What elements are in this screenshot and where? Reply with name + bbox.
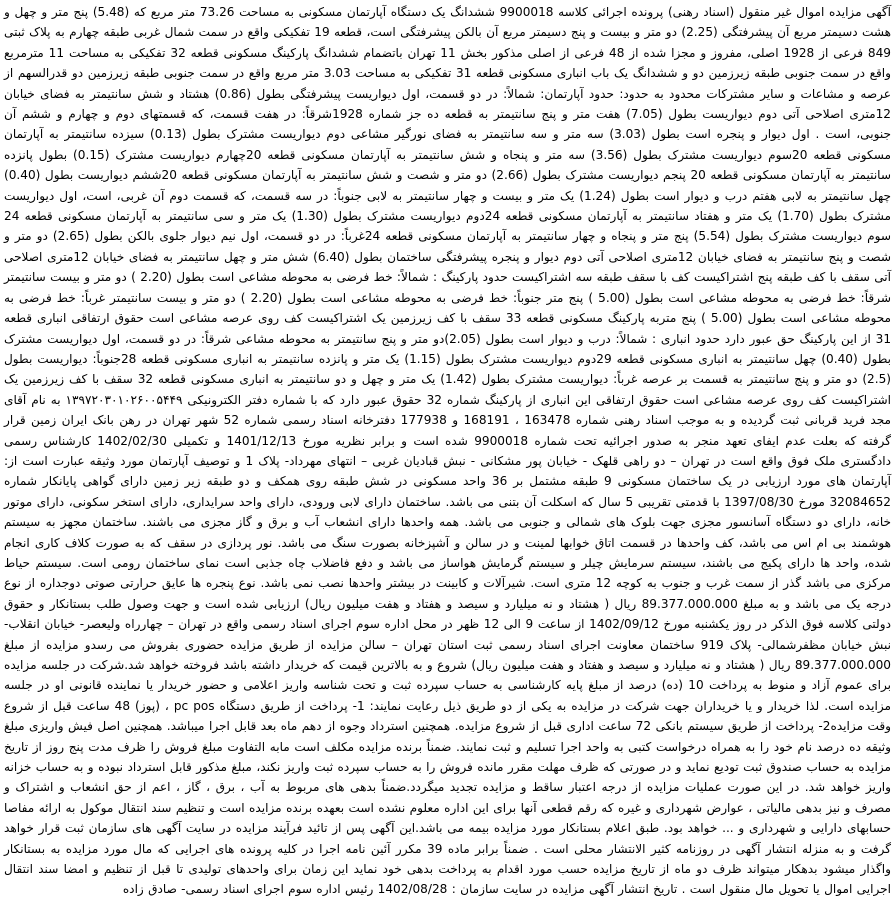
notice-paragraph: آگهی مزایده اموال غیر منقول (اسناد رهنی) پرونده اجرائی کلاسه 9900018 ششدانگ یک دستگاه آپارتمان مسکونی به مساحت 73.26 متر مربع که (5.48) پنج متر و چهل و هشت دسیمتر مربع آن پیشرفتگی (2.25) دو متر و بیست و پنج دسیمتر مربع آن بالکن پیشرفتگی است، قطعه 19 تفکیکی واقع در سمت شمال غربی طبقه چهارم به پلاک ثبتی 849 فرعی از 1928 اصلی، مفروز و مجزا شده از 48 فرعی از اصلی مذکور بخش 11 تهران باتضمام ششدانگ پارکینگ مسکونی قطعه 32 تفکیکی به مساحت 11 مترمربع واقع در سمت جنوبی طبقه زیرزمین دو و ششدانگ یک باب انباری مسکونی قطعه 31 تفکیکی به مساحت 3.03 متر مربع واقع در سمت جنوبی طبقه زیرزمین دو قدرالسهم از عرصه و مشاعات و سایر مشترکات محدود به حدود: حدود آپارتمان: شمالاً: در دو قسمت، اول دیواریست پیشرفتگی بطول (0.86) هشتاد و شش سانتیمتر به فضای خیابان 12متری اصلاحی آتی دوم دیواریست بطول (7.05) هفت متر و پنج سانتیمتر به قطعه ده جز شماره 1928شرقاً: در هفت قسمت، که قسمتهای دوم و چهارم و ششم آن جنوبی، است . اول دیوار و پنجره است بطول (3.03) سه متر و سه سانتیمتر به فضای نورگیر مشاعی دوم دیواریست مشترک بطول (0.13) سیزده سانتیمتر به آپارتمان مسکونی قطعه 20سوم دیواریست مشترک بطول (3.56) سه متر و پنجاه و شش سانتیمتر به آپارتمان مسکونی قطعه 20چهارم دیواریست مشترک (0.15) بطول پانزده سانتیمتر به آپارتمان مسکونی قطعه 20 پنجم دیواریست مشترک بطول (2.66) دو متر و شصت و شش سانتیمتر به آپارتمان مسکونی قطعه 20ششم دیواریست بطول (0.40) چهل سانتیمتر به لابی هفتم درب و دیوار است بطول (1.24) یک متر و بیست و چهار سانتیمتر به لابی جنوباً: در سه قسمت، که قسمت دوم آن غربی، است، اول دیواریست مشترک بطول (1.70) یک متر و هفتاد سانتیمتر به آپارتمان مسکونی قطعه 24دوم دیواریست مشترک بطول (1.30) یک متر و سی سانتیمتر به آپارتمان مسکونی قطعه 24 سوم دیواریست مشترک بطول (5.54) پنج متر و پنجاه و چهار سانتیمتر به آپارتمان مسکونی قطعه 24غرباً: در دو قسمت، اول نیم دیوار جلوی بالکن بطول (2.65) دو متر و شصت و پنج سانتیمتر به فضای خیابان 12متری اصلاحی آتی دوم دیوار و پنجره پیشرفتگی ساختمان بطول (6.40) شش متر و چهل سانتیمتر به فضای خیابان 12متری اصلاحی آتی سقف با کف طبقه پنج اشتراکیست کف با سقف طبقه سه اشتراکیست حدود پارکینگ : شمالاً: خط فرضی به محوطه مشاعی است بطول (2.20 ) دو متر و بیست سانتیمتر شرقاً: خط فرضی به محوطه مشاعی است بطول (5.00 ) پنج متر جنوباً: خط فرضی به محوطه مشاعی است بطول (2.20 ) دو متر و بیست سانتیمتر غرباً: خط فرضی به محوطه مشاعی است بطول (5.00 ) پنج متربه پارکینگ مسکونی قطعه 33 سقف با کف زیرزمین یک اشتراکیست کف روی عرصه مشاعی است حقوق ارتفاقی انباری قطعه 31 از این پارکینگ حق عبور دارد حدود انباری : شمالاً: درب و دیوار است بطول (2.05)دو متر و پنج سانتیمتر به محوطه مشاعی شرقاً: در دو قسمت، اول دیواریست مشترک بطول (0.40) چهل سانتیمتر به انباری مسکونی قطعه 29دوم دیواریست مشترک بطول (1.15) یک متر و پانزده سانتیمتر به انباری مسکونی قطعه 28جنوباً: دیواریست بطول (2.5) دو متر و پنج سانتیمتر به قسمت بر عرصه غرباً: دیواریست مشترک بطول (1.42) یک متر و چهل و دو سانتیمتر به انباری مسکونی قطعه 32 سقف با کف زیرزمین یک اشتراکیست کف روی عرصه مشاعی است حقوق ارتفاقی این انباری از پارکینگ شماره 32 حقوق عبور دارد که با شماره دفتر الکترونیکی ۱۳۹۷۲۰۳۰۱۰۲۶۰۰۵۴۴۹ به نام آقای مجد فرید قربانی ثبت گردیده و به موجب اسناد رهنی شماره 163478 ، 168191 و 177938 دفترخانه اسناد رسمی شماره 52 شهر تهران در رهن بانک ایران زمین قرار گرفته که بعلت عدم ایفای تعهد منجر به صدور اجرائیه تحت شماره 9900018 شده است و برابر نظریه مورخ 1401/12/13 و تکمیلی 1402/02/30 کارشناس رسمی دادگستری ملک فوق واقع است در تهران – دو راهی قلهک - خیابان پور مشکانی - نبش قبادیان غربی – انتهای مهرداد- پلاک 1 و توصیف آپارتمان مورد وثیقه عبارت است از: آپارتمان های مورد ارزیابی در یک ساختمان مسکونی 9 طبقه مشتمل بر 36 واحد مسکونی در شش طبقه روی همکف و دو طبقه زیر زمین دارای گواهی پایانکار شماره 32084652 مورخ 1397/08/30 با قدمتی تقریبی 5 سال که اسکلت آن بتنی می باشد. ساختمان دارای لابی ورودی، دارای واحد سرایداری، دارای استخر سکونی، دارای موتور خانه، دارای دو دستگاه آسانسور مجزی جهت بلوک های شمالی و جنوبی می باشد. همه واحدها دارای انشعاب آب و برق و گاز مجزی می باشند. ساختمان مجهز به سیستم هوشمند بی ام اس می باشد، کف واحدها در قسمت اتاق خوابها لمینت و در سالن و آشپزخانه بصورت سنگ می باشد. نور پردازی در سقف که به صورت کلاف کاری انجام شده، واحد ها دارای پکیج می باشند، سیستم سرمایش چیلر و سیستم گرمایش هواساز می باشد و دفع فاضلاب چاه جذبی است نمای ساختمان رومی است. سیستم حیاط مرکزی می باشد گذر از سمت غرب و جنوب به کوچه 12 متری است. شیرآلات و کابینت در بیشتر واحدها نصب نمی باشد. نوع پنجره ها عایق حرارتی صوتی دوجداره از نوع درجه یک می باشد و به مبلغ 89.377.000.000 ریال ( هشتاد و نه میلیارد و سیصد و هفتاد و هفت میلیون ریال) ارزیابی شده است و جهت وصول طلب بستانکار و حقوق دولتی کلاسه فوق الذکر در روز یکشنبه مورخ 1402/09/12 از ساعت 9 الی 12 ظهر در محل اداره سوم اجرای اسناد رسمی واقع در تهران – چهارراه ولیعصر- خیابان انقلاب- نبش خیابان مظفرشمالی- پلاک 919 ساختمان معاونت اجرای اسناد رسمی ثبت استان تهران – سالن مزایده از طریق مزایده حضوری بفروش می رسدو مزایده از مبلغ 89.377.000.000 ریال ( هشتاد و نه میلیارد و سیصد و هفتاد و هفت میلیون ریال) شروع و به بالاترین قیمت که خریدار داشته باشد فروخته خواهد شد.شرکت در جلسه مزایده برای عموم آزاد و منوط به پرداخت 10 (ده) درصد از مبلغ پایه کارشناسی به حساب سپرده ثبت و تحت شناسه واریز اعلامی و حضور خریدار یا نماینده قانونی او در جلسه مزایده است. لذا خریدار و یا خریداران جهت شرکت در مزایده به یکی از دو طریق ذیل رعایت نمایند: 1- پرداخت از طریق دستگاه pc pos ، (پوز) 48 ساعت قبل از شروع وقت مزایده2- پرداخت از طریق سیستم بانکی 72 ساعت اداری قبل از شروع مزایده. همچنین استرداد وجوه از دهم ماه بعد قابل اجرا میباشد. همچنین اصل فیش واریزی مبلغ وثیقه ده درصد نام خود را به همراه درخواست کتبی به واحد اجرا تسلیم و ثبت نمایند. ضمناً برنده مزایده مکلف است مابه التفاوت مبلغ فروش را ظرف مدت پنج روز از تاریخ مزایده به حساب صندوق ثبت تودیع نماید و در صورتی که ظرف مهلت مقرر مانده فروش را به حساب سپرده ثبت واریز نکند، مبلغ مذکور قابل استرداد نبوده و به حساب خزانه واریز خواهد شد. در این صورت عملیات مزایده از درجه اعتبار ساقط و مزایده تجدید میگردد.ضمناً بدهی های مربوط به آب ، برق ، گاز ، اعم از حق انشعاب و اشتراک و مصرف و نیز بدهی مالیاتی ، عوارض شهرداری و غیره که رقم قطعی آنها برای این اداره معلوم نشده است بعهده برنده مزایده است و تنظیم سند انتقال موکول به ارائه مفاصا حسابهای دارایی و شهرداری و ... خواهد بود. طبق اعلام بستانکار مورد مزایده بیمه می باشد.این آگهی پس از تائید فرآیند مزایده در سایت آگهی های سازمان ثبت قرار خواهد گرفت و به منزله انتشار آگهی در روزنامه کثیر الانتشار محلی است . ضمناً برابر ماده 39 مکرر آئین نامه اجرا در کلیه پرونده های اجرایی که مال مورد مزایده به بستانکار واگذار میشود بدهکار میتواند ظرف دو ماه از تاریخ مزایده حسب مورد اقدام به پرداخت بدهی خود نماید این زمان برای واحدهای تولیدی تا قبل از تنظیم و امضا سند انتقال اجرایی اموال یا تحویل مال منقول است . تاریخ انتشار آگهی مزایده در سایت سازمان : 1402/08/28 رئیس اداره سوم اجرای اسناد رسمی- صادق زاده xyxy=(4,5,892,897)
auction-notice-text xyxy=(4,2,891,900)
